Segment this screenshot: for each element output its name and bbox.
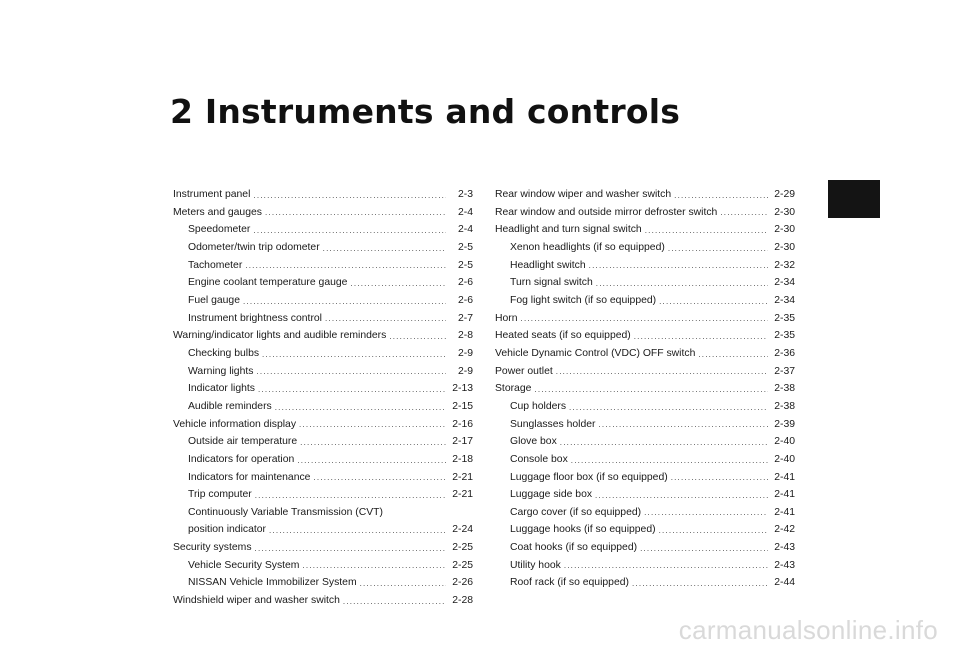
toc-page-number: 2-32: [774, 259, 795, 271]
toc-entry-label: Rear window and outside mirror defroster switch: [495, 206, 718, 218]
toc-leader-dots: [262, 347, 446, 363]
toc-entry[interactable]: [495, 310, 795, 328]
toc-page-number: 2-40: [774, 436, 795, 448]
toc-page-number: 2-30: [774, 241, 795, 253]
toc-page-number: 2-40: [774, 453, 795, 465]
toc-entry[interactable]: [173, 204, 473, 222]
toc-page-number: 2-41: [774, 506, 795, 518]
toc-entry[interactable]: [173, 539, 473, 557]
chapter-title: 2 Instruments and controls: [170, 92, 681, 131]
toc-entry-label: Luggage floor box (if so equipped): [510, 471, 668, 483]
toc-page-number: 2-21: [452, 489, 473, 501]
toc-entry-label-line: Continuously Variable Transmission (CVT): [188, 506, 383, 518]
toc-subentry[interactable]: [173, 274, 473, 292]
toc-entry[interactable]: [495, 186, 795, 204]
toc-leader-dots: [596, 276, 768, 292]
toc-entry-label: Instrument brightness control: [188, 312, 322, 324]
toc-page-number: 2-34: [774, 277, 795, 289]
toc-entry-label: NISSAN Vehicle Immobilizer System: [188, 577, 357, 589]
toc-leader-dots: [720, 205, 768, 221]
toc-page-number: 2-25: [452, 542, 473, 554]
toc-leader-dots: [255, 488, 446, 504]
toc-entry-label: Luggage hooks (if so equipped): [510, 524, 656, 536]
toc-page-number: 2-25: [452, 559, 473, 571]
chapter-tab-marker: [828, 180, 880, 218]
toc-entry-label: Trip computer: [188, 489, 252, 501]
toc-entry-label: Utility hook: [510, 559, 561, 571]
toc-leader-dots: [632, 576, 768, 592]
toc-leader-dots: [302, 558, 446, 574]
toc-subentry[interactable]: [173, 363, 473, 381]
toc-leader-dots: [275, 400, 446, 416]
toc-page-number: 2-6: [457, 294, 473, 306]
toc-page-number: 2-5: [457, 259, 473, 271]
toc-leader-dots: [595, 488, 768, 504]
toc-subentry[interactable]: [495, 239, 795, 257]
toc-entry-label: Xenon headlights (if so equipped): [510, 241, 665, 253]
toc-page-number: 2-9: [457, 365, 473, 377]
toc-page-number: 2-21: [452, 471, 473, 483]
toc-page-number: 2-38: [774, 400, 795, 412]
toc-page-number: 2-18: [452, 453, 473, 465]
toc-subentry[interactable]: [173, 557, 473, 575]
toc-page-number: 2-6: [457, 277, 473, 289]
toc-page-number: 2-4: [457, 224, 473, 236]
toc-subentry[interactable]: [173, 469, 473, 487]
toc-page-number: 2-41: [774, 471, 795, 483]
toc-leader-dots: [253, 188, 446, 204]
toc-leader-dots: [253, 223, 446, 239]
toc-leader-dots: [644, 505, 768, 521]
toc-leader-dots: [245, 258, 446, 274]
toc-entry-label: Security systems: [173, 542, 252, 554]
toc-subentry[interactable]: [173, 433, 473, 451]
toc-page-number: 2-4: [457, 206, 473, 218]
toc-entry[interactable]: [495, 327, 795, 345]
toc-entry[interactable]: [495, 221, 795, 239]
toc-leader-dots: [645, 223, 768, 239]
toc-entry-label: Coat hooks (if so equipped): [510, 542, 638, 554]
toc-subentry[interactable]: [495, 557, 795, 575]
toc-subentry[interactable]: [173, 486, 473, 504]
toc-entry-label: Audible reminders: [188, 400, 272, 412]
toc-entry-label: Odometer/twin trip odometer: [188, 241, 320, 253]
toc-subentry[interactable]: [173, 292, 473, 310]
toc-leader-dots: [674, 188, 768, 204]
toc-page-number: 2-44: [774, 577, 795, 589]
toc-entry-label: Console box: [510, 453, 568, 465]
toc-subentry[interactable]: [173, 257, 473, 275]
toc-subentry[interactable]: [173, 521, 473, 539]
toc-page-number: 2-29: [774, 189, 795, 200]
toc-entry-label: Sunglasses holder: [510, 418, 596, 430]
toc-subentry[interactable]: [173, 574, 473, 592]
toc-leader-dots: [269, 523, 446, 539]
toc-page-number: 2-36: [774, 347, 795, 359]
toc-entry-label: Turn signal switch: [510, 277, 593, 289]
toc-leader-dots: [300, 435, 446, 451]
toc-leader-dots: [256, 364, 446, 380]
toc-entry-label: Indicators for operation: [188, 453, 295, 465]
toc-entry[interactable]: [173, 186, 473, 204]
toc-entry-label: Fog light switch (if so equipped): [510, 294, 657, 306]
toc-page-number: 2-28: [452, 595, 473, 607]
toc-entry-label: Horn: [495, 312, 518, 324]
toc-leader-dots: [297, 453, 446, 469]
toc-page-number: 2-39: [774, 418, 795, 430]
toc-leader-dots: [571, 453, 768, 469]
toc-leader-dots: [634, 329, 768, 345]
toc-leader-dots: [659, 294, 768, 310]
toc-page-number: 2-17: [452, 436, 473, 448]
toc-subentry[interactable]: [495, 504, 795, 522]
toc-page-number: 2-35: [774, 330, 795, 342]
toc-leader-dots: [564, 558, 768, 574]
toc-page-number: 2-34: [774, 294, 795, 306]
toc-entry[interactable]: [173, 592, 473, 610]
toc-subentry[interactable]: [495, 486, 795, 504]
toc-leader-dots: [265, 205, 446, 221]
toc-entry-label: Indicator lights: [188, 383, 255, 395]
toc-entry-label: Fuel gauge: [188, 294, 240, 306]
toc-leader-dots: [343, 594, 446, 610]
toc-leader-dots: [243, 294, 446, 310]
toc-entry[interactable]: [495, 345, 795, 363]
toc-entry-label: position indicator: [188, 524, 266, 536]
toc-right-column: [495, 186, 795, 592]
toc-page-number: 2-15: [452, 400, 473, 412]
toc-entry-label: Rear window wiper and washer switch: [495, 189, 672, 200]
toc-entry-label: Headlight and turn signal switch: [495, 224, 642, 236]
toc-subentry[interactable]: [173, 380, 473, 398]
toc-subentry[interactable]: [495, 539, 795, 557]
toc-subentry[interactable]: [495, 469, 795, 487]
toc-page-number: 2-3: [457, 189, 473, 200]
toc-entry-label: Luggage side box: [510, 489, 593, 501]
toc-entry[interactable]: [173, 327, 473, 345]
toc-leader-dots: [534, 382, 768, 398]
toc-leader-dots: [560, 435, 768, 451]
toc-leader-dots: [258, 382, 446, 398]
toc-entry-label: Vehicle Dynamic Control (VDC) OFF switch: [495, 347, 696, 359]
toc-entry-label: Tachometer: [188, 259, 243, 271]
toc-page-number: 2-30: [774, 224, 795, 236]
toc-page-number: 2-43: [774, 559, 795, 571]
toc-page-number: 2-9: [457, 347, 473, 359]
toc-subentry[interactable]: [495, 451, 795, 469]
toc-entry-label: Windshield wiper and washer switch: [173, 595, 340, 607]
toc-leader-dots: [569, 400, 768, 416]
toc-page-number: 2-26: [452, 577, 473, 589]
toc-entry[interactable]: [173, 416, 473, 434]
toc-subentry[interactable]: [495, 416, 795, 434]
toc-page-number: 2-41: [774, 489, 795, 501]
toc-entry-label: Instrument panel: [173, 189, 251, 200]
watermark-text: carmanualsonline.info: [678, 615, 938, 645]
toc-leader-dots: [325, 311, 446, 327]
toc-entry-label: Indicators for maintenance: [188, 471, 311, 483]
toc-leader-dots: [360, 576, 446, 592]
toc-page-number: 2-30: [774, 206, 795, 218]
toc-page-number: 2-8: [457, 330, 473, 342]
toc-entry-label: Headlight switch: [510, 259, 586, 271]
toc-leader-dots: [659, 523, 768, 539]
toc-leader-dots: [589, 258, 768, 274]
toc-entry-label: Checking bulbs: [188, 347, 260, 359]
toc-leader-dots: [350, 276, 446, 292]
toc-subentry[interactable]: [173, 451, 473, 469]
toc-leader-dots: [255, 541, 446, 557]
toc-subentry[interactable]: [495, 292, 795, 310]
toc-entry-label: Glove box: [510, 436, 557, 448]
toc-entry-label: Power outlet: [495, 365, 553, 377]
toc-page-number: 2-42: [774, 524, 795, 536]
toc-leader-dots: [521, 311, 768, 327]
toc-subentry[interactable]: [495, 274, 795, 292]
toc-subentry[interactable]: [173, 310, 473, 328]
toc-page-number: 2-38: [774, 383, 795, 395]
toc-entry-label: Vehicle Security System: [188, 559, 300, 571]
toc-leader-dots: [668, 241, 768, 257]
toc-entry-label: Storage: [495, 383, 532, 395]
toc-subentry[interactable]: [173, 398, 473, 416]
toc-page-number: 2-5: [457, 241, 473, 253]
toc-leader-dots: [323, 241, 446, 257]
toc-left-column: [173, 186, 473, 610]
toc-entry-label: Heated seats (if so equipped): [495, 330, 631, 342]
toc-leader-dots: [640, 541, 768, 557]
toc-page-number: 2-35: [774, 312, 795, 324]
toc-page-number: 2-13: [452, 383, 473, 395]
toc-subentry[interactable]: [173, 345, 473, 363]
toc-subentry[interactable]: [173, 239, 473, 257]
toc-subentry[interactable]: [495, 574, 795, 592]
toc-leader-dots: [671, 470, 768, 486]
toc-subentry[interactable]: [495, 521, 795, 539]
toc-leader-dots: [299, 417, 446, 433]
toc-entry-label: Warning lights: [188, 365, 254, 377]
toc-entry-label: Cargo cover (if so equipped): [510, 506, 642, 518]
toc-leader-dots: [599, 417, 769, 433]
toc-subentry[interactable]: [495, 433, 795, 451]
toc-leader-dots: [698, 347, 768, 363]
toc-entry-label: Cup holders: [510, 400, 567, 412]
toc-page-number: 2-7: [457, 312, 473, 324]
toc-entry[interactable]: [495, 204, 795, 222]
toc-subentry[interactable]: [173, 221, 473, 239]
toc-entry-label: Roof rack (if so equipped): [510, 577, 629, 589]
toc-entry[interactable]: [495, 363, 795, 381]
toc-page-number: 2-24: [452, 524, 473, 536]
toc-entry-label: Speedometer: [188, 224, 251, 236]
toc-subentry[interactable]: [495, 257, 795, 275]
toc-leader-dots: [556, 364, 768, 380]
toc-subentry[interactable]: [495, 398, 795, 416]
toc-entry[interactable]: [495, 380, 795, 398]
toc-page-number: 2-16: [452, 418, 473, 430]
toc-page-number: 2-43: [774, 542, 795, 554]
toc-entry-label: Vehicle information display: [173, 418, 297, 430]
toc-entry-label: Warning/indicator lights and audible reminders: [173, 330, 387, 342]
toc-entry-label: Meters and gauges: [173, 206, 262, 218]
toc-leader-dots: [389, 329, 446, 345]
toc-page-number: 2-37: [774, 365, 795, 377]
toc-entry-label: Engine coolant temperature gauge: [188, 277, 348, 289]
toc-entry-label: Outside air temperature: [188, 436, 298, 448]
toc-leader-dots: [313, 470, 446, 486]
